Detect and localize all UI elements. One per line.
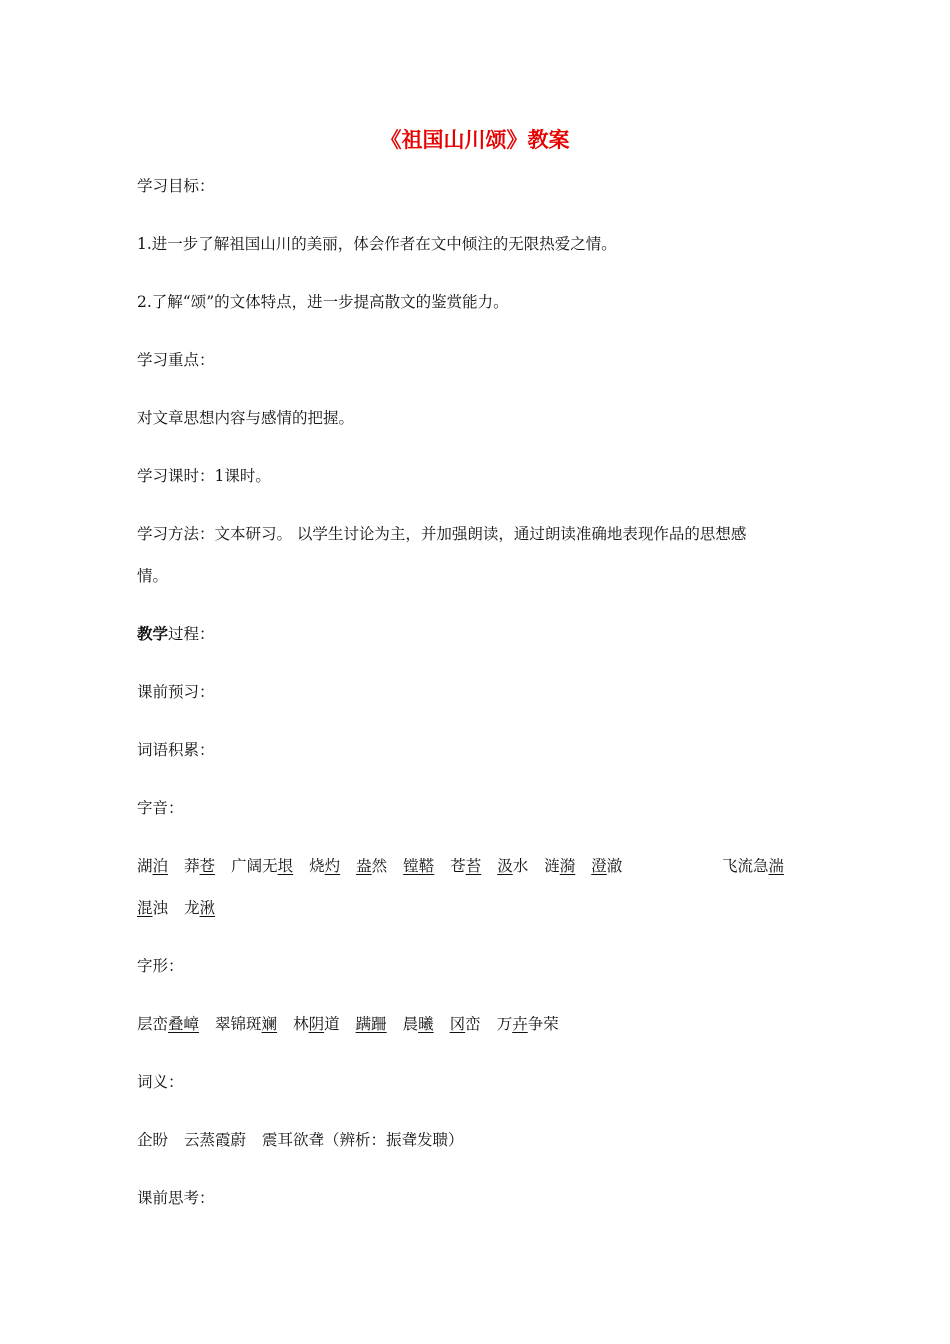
- pronunciation-last-word: [722, 856, 784, 876]
- vocab-word: 烧灼: [309, 857, 341, 875]
- key-text: 对文章思想内容与感情的把握。: [137, 409, 355, 427]
- goal-1: 1.进一步了解祖国山川的美丽，体会作者在文中倾注的无限热爱之情。: [137, 235, 617, 253]
- vocab-word: 飞流急湍: [722, 857, 785, 875]
- vocab-word: 莽苍: [184, 857, 216, 875]
- class-hours: 学习课时：1课时。: [137, 467, 271, 485]
- vocab-word: 冈峦: [449, 1015, 481, 1033]
- meaning-word: 云蒸霞蔚: [184, 1131, 247, 1149]
- shape-heading: 字形：: [137, 957, 184, 975]
- key-heading: 学习重点：: [137, 351, 215, 369]
- vocab-word: 翠锦斑斓: [215, 1015, 278, 1033]
- method-line-2: 情。: [137, 567, 169, 585]
- process-rest: 过程：: [168, 625, 215, 643]
- vocab-word: 混浊: [137, 899, 169, 917]
- pronunciation-row-1: [137, 856, 622, 876]
- vocab-word: 盎然: [356, 857, 388, 875]
- vocab-word: 涟漪: [544, 857, 576, 875]
- meaning-row: [137, 1130, 464, 1150]
- vocab-word: 湖泊: [137, 857, 169, 875]
- vocab-word: 镗鞳: [403, 857, 435, 875]
- vocab-word: 龙湫: [184, 899, 216, 917]
- vocab-heading: 词语积累：: [137, 741, 215, 759]
- vocab-word: 晨曦: [402, 1015, 434, 1033]
- pronunciation-row-2: [137, 898, 215, 918]
- vocab-word: 林阴道: [293, 1015, 340, 1033]
- meaning-word: 震耳欲聋（辨析：振聋发聩）: [262, 1131, 464, 1149]
- preview-heading: 课前预习：: [137, 683, 215, 701]
- meaning-heading: 词义：: [137, 1073, 184, 1091]
- vocab-word: 澄澈: [591, 857, 623, 875]
- shape-row: [137, 1014, 559, 1034]
- vocab-word: 层峦叠嶂: [137, 1015, 200, 1033]
- vocab-word: 汲水: [497, 857, 529, 875]
- goals-heading: 学习目标：: [137, 177, 215, 195]
- method-line-1: 学习方法：文本研习。 以学生讨论为主，并加强朗读，通过朗读准确地表现作品的思想感: [137, 525, 747, 543]
- vocab-word: 广阔无垠: [231, 857, 294, 875]
- vocab-word: 蹒跚: [355, 1015, 387, 1033]
- pre-class-thinking: 课前思考：: [137, 1189, 215, 1207]
- process-heading: [137, 624, 215, 644]
- goal-2: 2.了解“颂”的文体特点，进一步提高散文的鉴赏能力。: [137, 293, 509, 311]
- pronunciation-heading: 字音：: [137, 799, 184, 817]
- meaning-word: 企盼: [137, 1131, 169, 1149]
- vocab-word: 苍苔: [450, 857, 482, 875]
- document-title: 《祖国山川颂》教案: [380, 128, 570, 152]
- process-bold: 教学: [137, 624, 169, 643]
- vocab-word: 万卉争荣: [496, 1015, 559, 1033]
